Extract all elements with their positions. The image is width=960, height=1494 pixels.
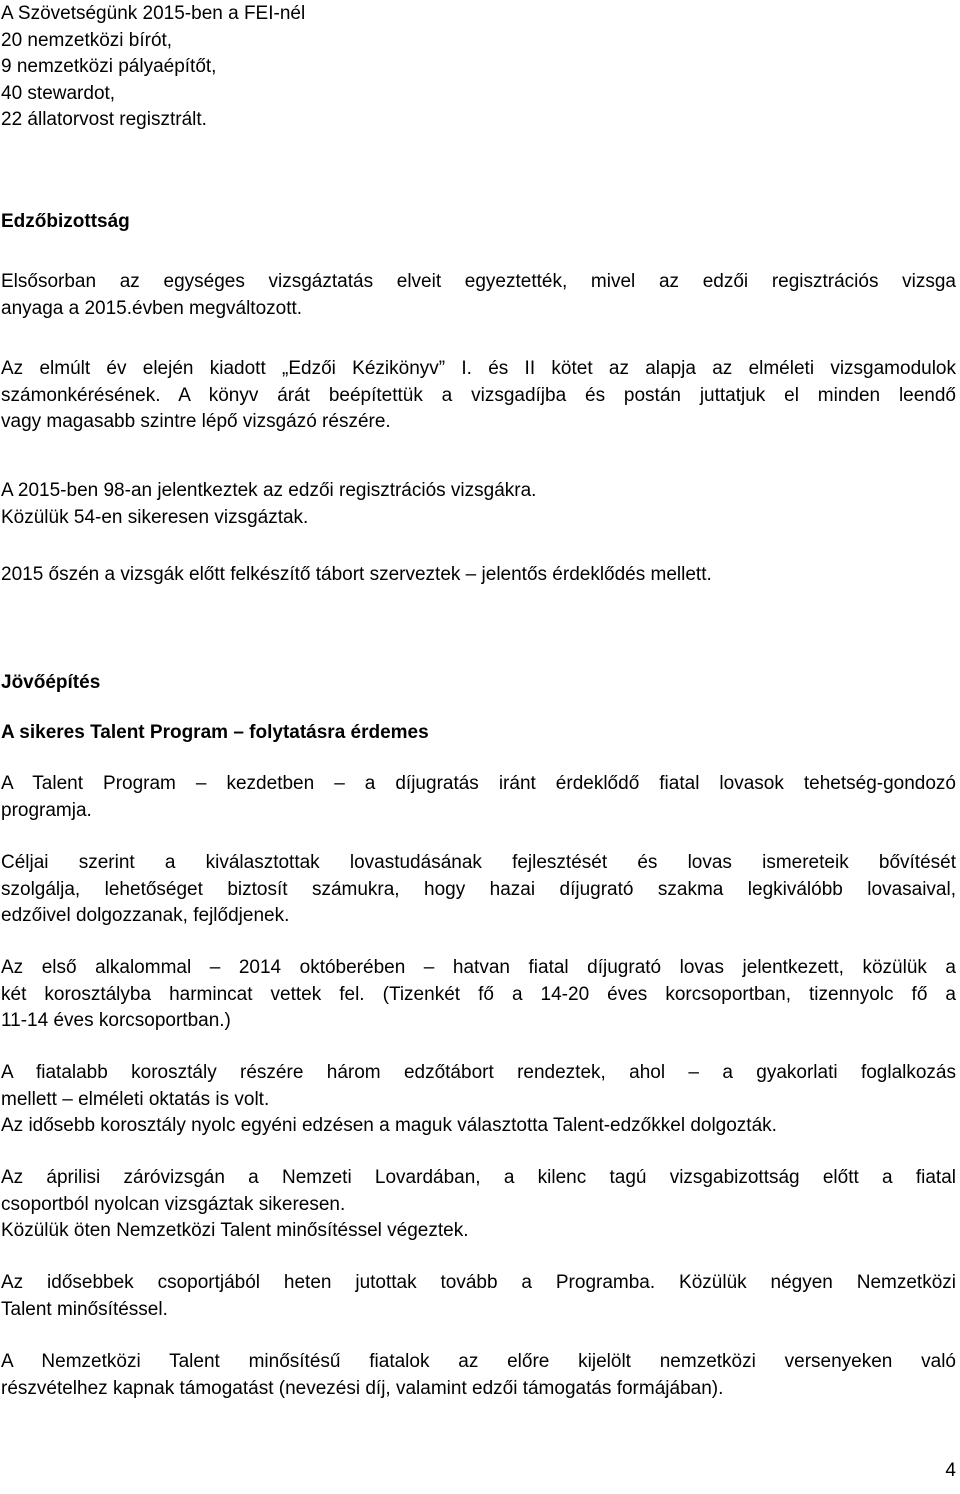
edzobizottsag-paragraph-4: 2015 őszén a vizsgák előtt felkészítő tábort szerveztek – jelentős érdeklődés mellett. [1, 564, 712, 585]
paragraph-line: Talent minősítéssel. [1, 1298, 168, 1320]
paragraph-line: mellett – elméleti oktatás is volt. [1, 1088, 270, 1110]
jovoepites-paragraph-4 [1, 1060, 956, 1140]
jovoepites-paragraph-7 [1, 1349, 956, 1402]
paragraph-line: A fiatalabb korosztály részére három edzőtábort rendeztek, ahol – a gyakorlati foglalkozás [1, 1062, 956, 1083]
paragraph-line: Az idősebbek csoportjából heten jutottak tovább a Programba. Közülük négyen Nemzetközi [1, 1272, 956, 1293]
paragraph-line: A Talent Program – kezdetben – a díjugratás iránt érdeklődő fiatal lovasok tehetség-gondozó [1, 773, 956, 794]
paragraph-line: edzőivel dolgozzanak, fejlődjenek. [1, 905, 290, 927]
section-heading-jovoepites: Jövőépítés [1, 672, 101, 693]
section-heading-edzobizottsag: Edzőbizottság [1, 211, 130, 232]
paragraph-line: Céljai szerint a kiválasztottak lovastudásának fejlesztését és lovas ismereteik bővítését [1, 852, 956, 873]
paragraph-line: anyaga a 2015.évben megváltozott. [1, 297, 303, 319]
paragraph-line: Közülük öten Nemzetközi Talent minősítéssel végeztek. [1, 1220, 469, 1242]
intro-line: A Szövetségünk 2015-ben a FEI-nél [1, 3, 306, 24]
paragraph-line: részvételhez kapnak támogatást (nevezési díj, valamint edzői támogatás formájában). [1, 1377, 724, 1399]
subheading-talent-program: A sikeres Talent Program – folytatásra érdemes [1, 722, 429, 743]
paragraph-line: A 2015-ben 98-an jelentkeztek az edzői regisztrációs vizsgákra. [1, 480, 537, 501]
intro-line: 20 nemzetközi bírót, [1, 29, 173, 51]
paragraph-line: Az első alkalommal – 2014 októberében – hatvan fiatal díjugrató lovas jelentkezett, közülük a [1, 957, 956, 978]
intro-line: 40 stewardot, [1, 82, 116, 104]
paragraph-line: A Nemzetközi Talent minősítésű fiatalok az előre kijelölt nemzetközi versenyeken való [1, 1351, 956, 1372]
paragraph-line: Az elmúlt év elején kiadott „Edzői Kézikönyv” I. és II kötet az alapja az elméleti vizsgamodulok [1, 358, 956, 379]
paragraph-line: csoportból nyolcan vizsgáztak sikeresen. [1, 1193, 346, 1215]
paragraph-line: szolgálja, lehetőséget biztosít számukra, hogy hazai díjugrató szakma legkiválóbb lovasaival, [1, 878, 956, 900]
paragraph-line: Az áprilisi záróvizsgán a Nemzeti Lovardában, a kilenc tagú vizsgabizottság előtt a fiatal [1, 1167, 956, 1188]
paragraph-line: Az idősebb korosztály nyolc egyéni edzésen a maguk választotta Talent-edzőkkel dolgozták. [1, 1115, 777, 1137]
jovoepites-paragraph-5 [1, 1165, 956, 1245]
edzobizottsag-paragraph-2 [1, 356, 956, 436]
jovoepites-paragraph-2 [1, 850, 956, 930]
intro-line: 9 nemzetközi pályaépítőt, [1, 56, 217, 78]
paragraph-line: 11-14 éves korcsoportban.) [1, 1010, 231, 1032]
jovoepites-paragraph-6 [1, 1270, 956, 1323]
paragraph-line: két korosztályba harmincat vettek fel. (Tizenkét fő a 14-20 éves korcsoportban, tizennyolc fő a [1, 983, 956, 1005]
intro-paragraph [1, 1, 305, 134]
paragraph-line: számonkérésének. A könyv árát beépítettük a vizsgadíjba és postán juttatjuk el minden leendő [1, 384, 956, 406]
jovoepites-paragraph-1 [1, 771, 956, 824]
edzobizottsag-paragraph-1 [1, 269, 956, 322]
edzobizottsag-paragraph-3 [1, 478, 536, 531]
intro-line: 22 állatorvost regisztrált. [1, 109, 207, 131]
jovoepites-paragraph-3 [1, 955, 956, 1035]
paragraph-line: vagy magasabb szintre lépő vizsgázó részére. [1, 411, 391, 433]
paragraph-line: Közülük 54-en sikeresen vizsgáztak. [1, 506, 309, 528]
paragraph-line: Elsősorban az egységes vizsgáztatás elveit egyeztették, mivel az edzői regisztrációs vizsga [1, 271, 956, 292]
paragraph-line: programja. [1, 799, 92, 821]
page-number: 4 [945, 1460, 956, 1481]
